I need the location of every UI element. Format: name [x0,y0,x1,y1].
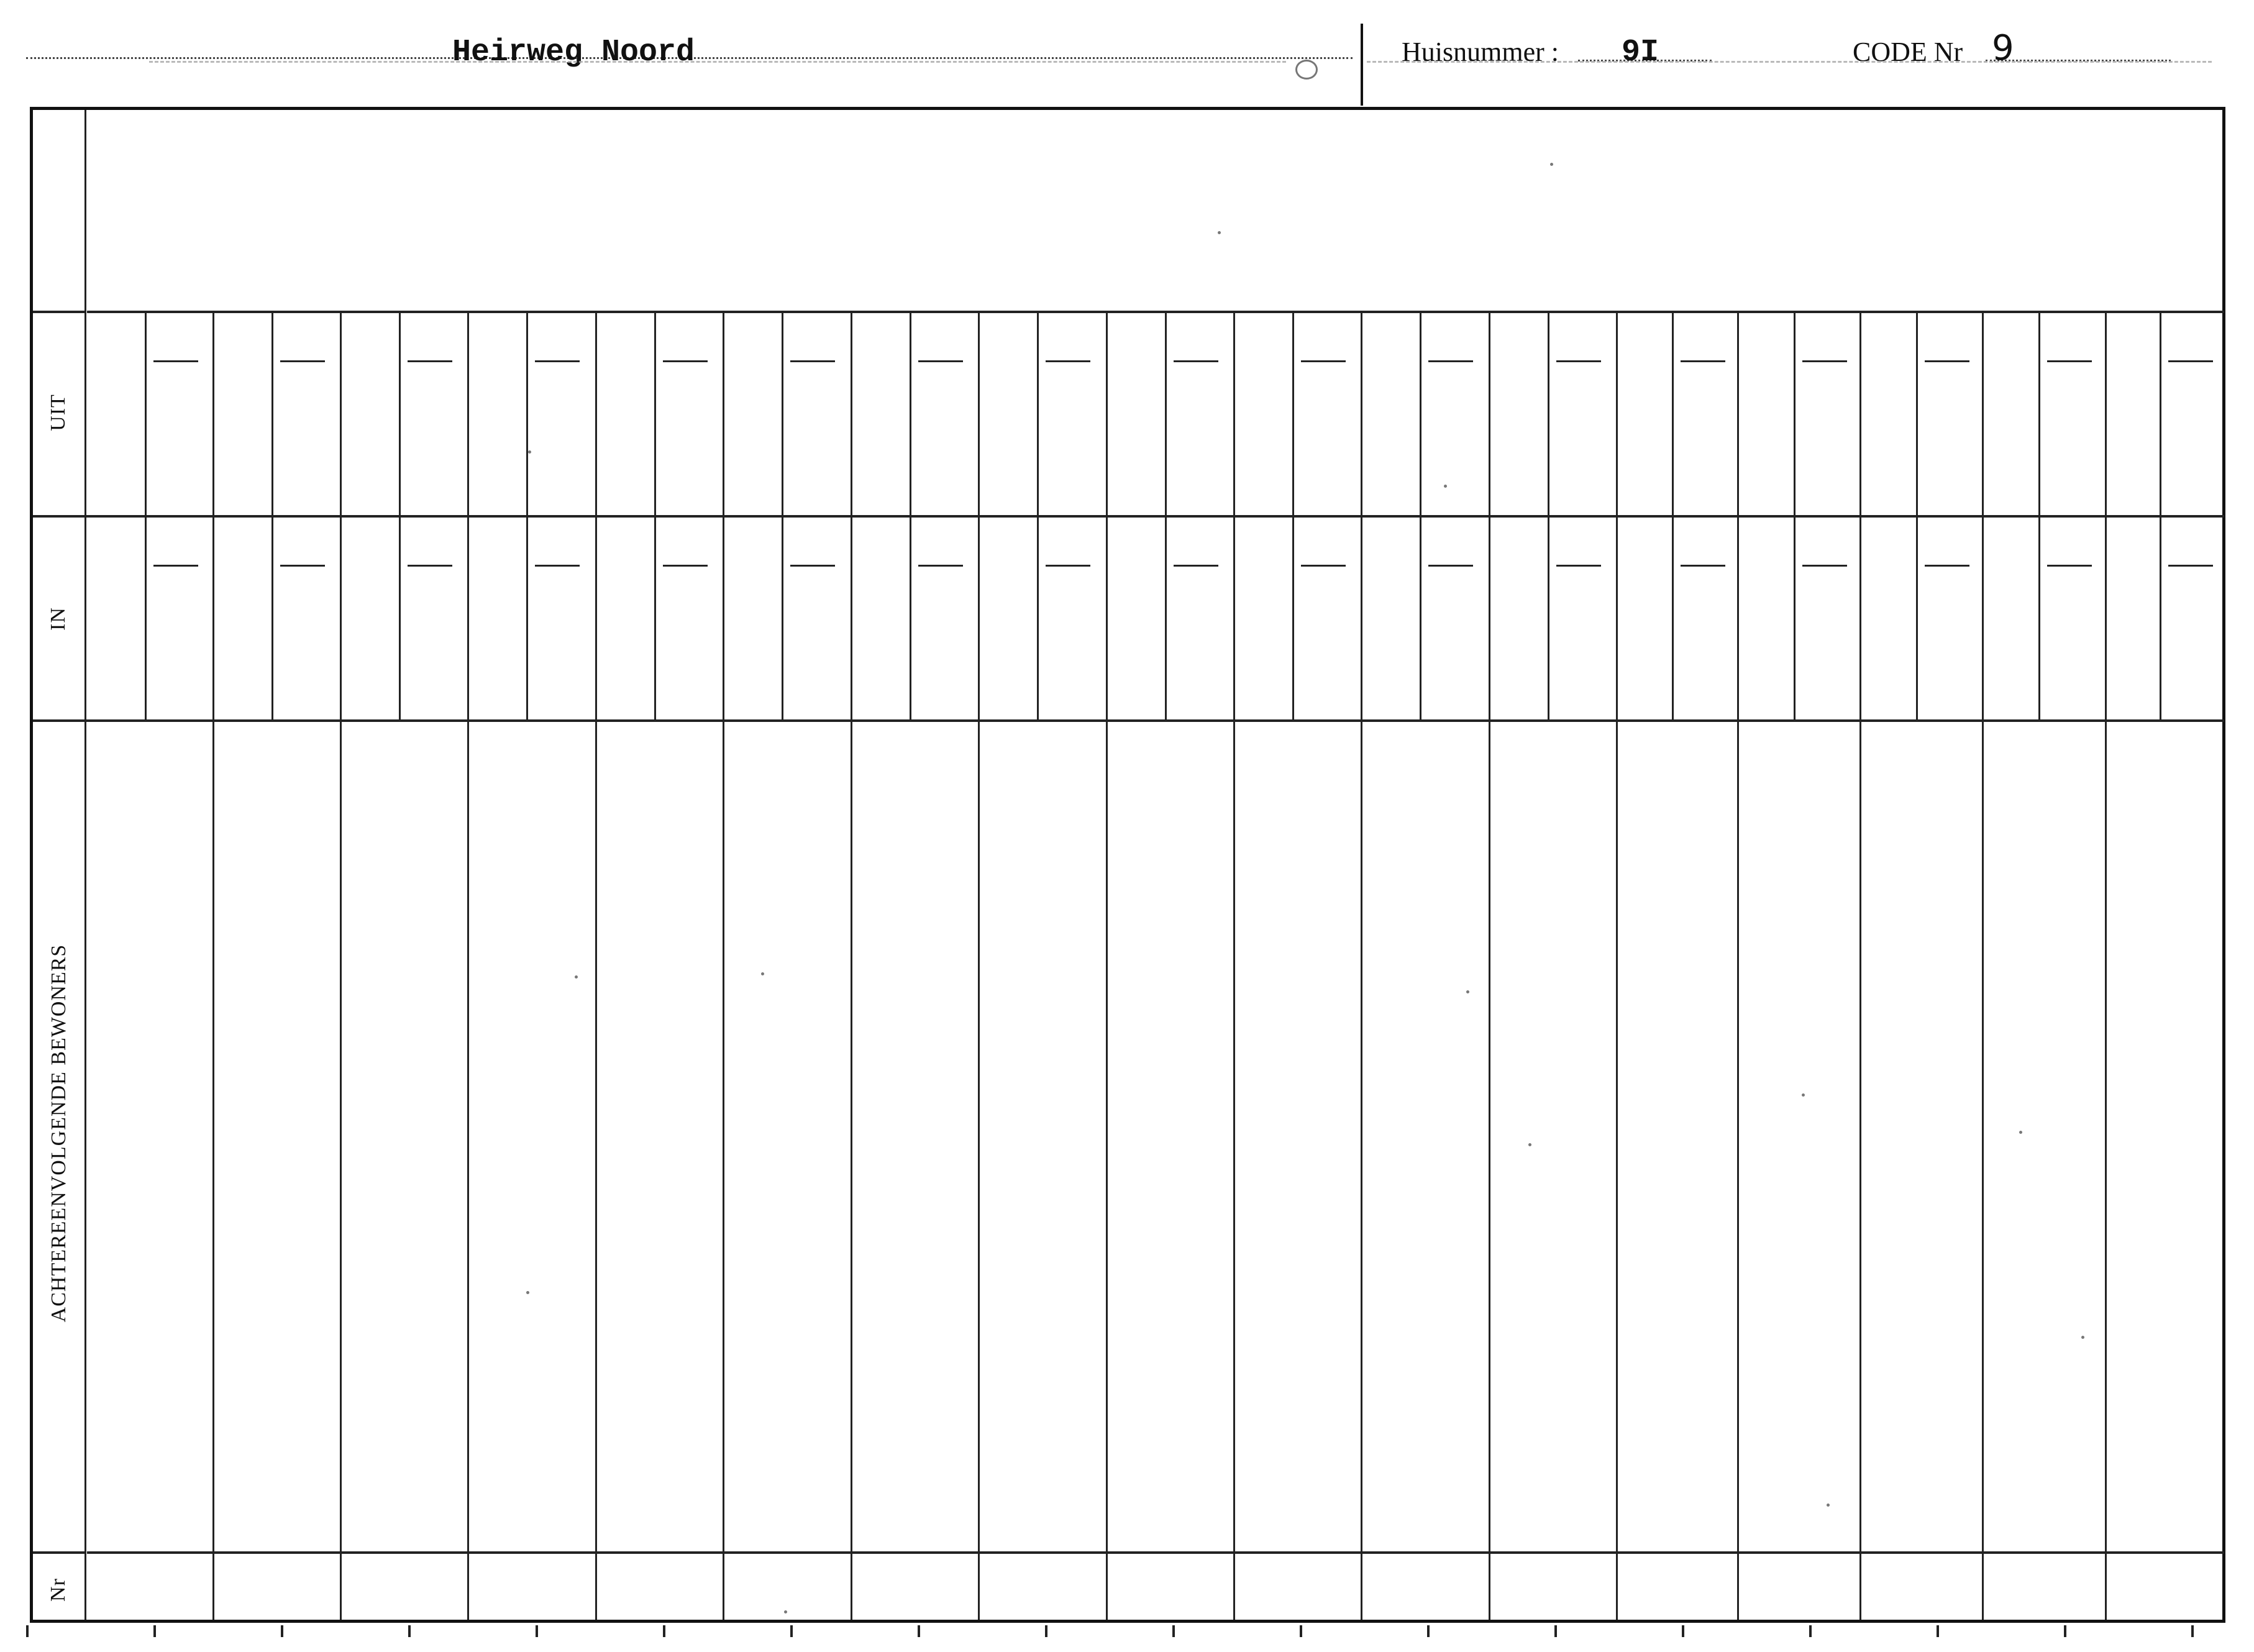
column-line [782,518,783,719]
date-blank-dash [2047,565,2092,567]
column-line [1737,722,1739,1620]
street-name: Heirweg Noord [452,35,695,70]
bottom-tick [2191,1625,2194,1637]
label-column-divider [84,110,86,1620]
speck [1802,1093,1805,1097]
date-blank-dash [1046,565,1090,567]
column-line [1982,313,1984,515]
column-line [212,313,214,515]
column-line [978,313,980,515]
date-blank-dash [1301,360,1346,362]
row-label-uit: UIT [47,394,70,431]
bottom-tick [1554,1625,1557,1637]
date-blank-dash [1802,360,1847,362]
code-label: CODE Nr [1853,37,1963,67]
column-line [851,313,852,515]
column-line [910,313,911,515]
column-line [723,313,724,515]
row-label-residents: ACHTEREENVOLGENDE BEWONERS [47,944,70,1323]
date-blank-dash [408,360,452,362]
column-line [782,313,783,515]
column-line [2160,313,2161,515]
date-blank-dash [280,565,325,567]
column-line [1420,313,1421,515]
bottom-tick [2064,1625,2066,1637]
column-line [1361,722,1362,1620]
row-divider-residents-nr [87,1551,2224,1554]
speck [1528,1143,1531,1146]
bottom-tick [663,1625,665,1637]
column-line [399,518,401,719]
speck [575,975,578,979]
bottom-tick [918,1625,920,1637]
column-line [1292,518,1294,719]
column-line [595,722,597,1620]
column-line [526,518,528,719]
column-line [1361,313,1362,515]
column-line [1859,518,1861,719]
column-line [1616,722,1618,1620]
column-line [1292,313,1294,515]
date-blank-dash [1046,360,1090,362]
column-line [851,518,852,719]
column-line [654,313,656,515]
date-blank-dash [1681,360,1725,362]
date-blank-dash [790,360,835,362]
column-line [1489,722,1490,1620]
header-divider [1361,24,1363,106]
date-blank-dash [1174,565,1218,567]
speck [2081,1336,2084,1339]
house-number-value: 9I [1622,35,1659,70]
column-line [723,518,724,719]
column-line [467,518,469,719]
date-blank-dash [1428,565,1473,567]
ink-smudge [1295,60,1318,80]
column-line [1233,518,1235,719]
speck [1466,990,1469,993]
column-line [145,313,147,515]
column-line [1106,518,1108,719]
column-line [2038,518,2040,719]
left-label-top-divider [33,311,86,313]
column-line [1859,722,1861,1620]
date-blank-dash [663,565,708,567]
date-blank-dash [1681,565,1725,567]
row-label-nr: Nr [47,1578,70,1602]
row-divider-in-residents [33,719,2224,722]
date-blank-dash [535,565,580,567]
column-line [1420,518,1421,719]
column-line [978,722,980,1620]
column-line [1106,722,1108,1620]
column-line [1737,313,1739,515]
column-line [1037,518,1039,719]
column-line [1794,518,1795,719]
column-line [978,518,980,719]
date-blank-dash [790,565,835,567]
date-blank-dash [918,360,963,362]
column-line [1737,518,1739,719]
speck [1444,485,1447,488]
speck [1827,1504,1830,1507]
column-line [145,518,147,719]
column-line [340,313,342,515]
date-blank-dash [1556,565,1601,567]
date-blank-dash [280,360,325,362]
column-line [2105,313,2107,515]
column-line [1233,722,1235,1620]
column-line [1165,518,1167,719]
column-line [1165,313,1167,515]
date-blank-dash [1301,565,1346,567]
column-line [1916,313,1918,515]
bottom-tick [1045,1625,1047,1637]
column-line [1794,313,1795,515]
bleed-through-mark [149,61,1286,76]
date-blank-dash [153,360,198,362]
date-blank-dash [153,565,198,567]
bottom-tick [1300,1625,1302,1637]
speck [1550,163,1553,166]
column-line [1859,313,1861,515]
column-line [212,518,214,719]
bottom-tick [1809,1625,1812,1637]
bottom-tick [1682,1625,1684,1637]
house-number-label: Huisnummer : [1402,37,1559,67]
column-line [1616,518,1618,719]
date-blank-dash [2047,360,2092,362]
speck [761,972,764,975]
column-line [851,722,852,1620]
speck [528,450,531,454]
column-line [1672,313,1674,515]
code-value: 9 [1992,28,2014,68]
column-line [1548,518,1549,719]
column-line [2038,313,2040,515]
column-line [595,313,597,515]
row-divider-top [87,311,2224,313]
date-blank-dash [663,360,708,362]
speck [784,1610,787,1613]
bottom-tick [790,1625,793,1637]
column-line [467,722,469,1620]
date-blank-dash [535,360,580,362]
date-blank-dash [1174,360,1218,362]
bottom-tick [26,1625,29,1637]
row-label-in: IN [47,607,70,631]
column-line [2105,722,2107,1620]
date-blank-dash [1925,360,1969,362]
date-blank-dash [1428,360,1473,362]
column-line [1233,313,1235,515]
residents-register-grid [30,107,2225,1623]
bottom-tick [536,1625,538,1637]
column-line [1106,313,1108,515]
column-line [2160,518,2161,719]
speck [2019,1131,2022,1134]
bottom-tick [1172,1625,1175,1637]
row-divider-uit-in [33,515,2224,518]
bottom-tick [153,1625,156,1637]
date-blank-dash [1556,360,1601,362]
bottom-tick [1427,1625,1430,1637]
bottom-tick [281,1625,283,1637]
column-line [1489,313,1490,515]
column-line [399,313,401,515]
bleed-through-mark [1367,61,2212,76]
column-line [212,722,214,1620]
column-line [526,313,528,515]
speck [526,1291,529,1294]
column-line [1037,313,1039,515]
column-line [723,722,724,1620]
column-line [910,518,911,719]
column-line [595,518,597,719]
column-line [340,722,342,1620]
column-line [1616,313,1618,515]
date-blank-dash [1925,565,1969,567]
column-line [654,518,656,719]
column-line [271,313,273,515]
column-line [340,518,342,719]
column-line [1916,518,1918,719]
column-line [1361,518,1362,719]
date-blank-dash [2168,565,2213,567]
date-blank-dash [1802,565,1847,567]
bottom-tick [408,1625,411,1637]
date-blank-dash [2168,360,2213,362]
column-line [1489,518,1490,719]
column-line [271,518,273,719]
date-blank-dash [408,565,452,567]
date-blank-dash [918,565,963,567]
column-line [467,313,469,515]
column-line [1548,313,1549,515]
speck [1218,231,1221,234]
bottom-tick [1937,1625,1939,1637]
column-line [1982,722,1984,1620]
column-line [1982,518,1984,719]
form-header [0,0,2254,106]
column-line [2105,518,2107,719]
column-line [1672,518,1674,719]
